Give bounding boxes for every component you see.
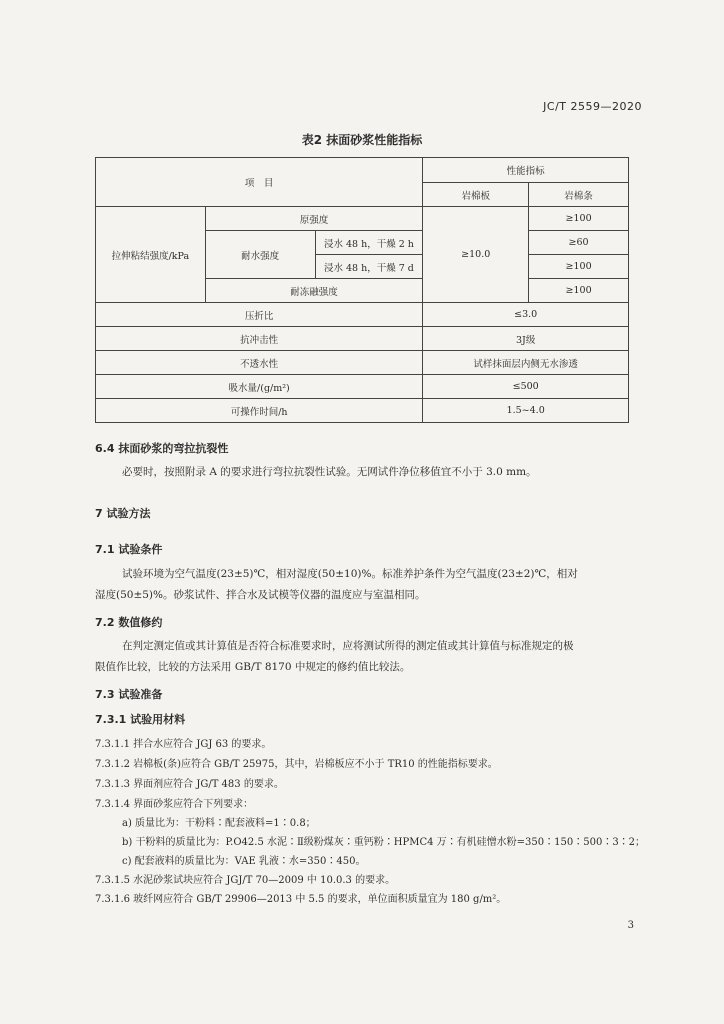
item-7-3-1-5: 7.3.1.5 水泥砂浆试块应符合 JGJ/T 70—2009 中 10.0.3 的要求。 <box>95 875 396 886</box>
header-strip: 岩棉条 <box>529 183 629 207</box>
absorption-label: 吸水量/(g/m²) <box>96 375 423 399</box>
waterproof-label: 不透水性 <box>96 351 423 375</box>
item-7-3-1-3: 7.3.1.3 界面剂应符合 JG/T 483 的要求。 <box>95 779 284 790</box>
performance-table <box>95 157 629 423</box>
value-water-2h: ≥60 <box>529 231 629 255</box>
section-7-2-line1: 在判定测定值或其计算值是否符合标准要求时，应将测试所得的测定值或其计算值与标准规定的极 <box>122 640 574 652</box>
section-7-1-line2: 湿度(50±5)%。砂浆试件、拌合水及试模等仪器的温度应与室温相同。 <box>95 589 426 601</box>
original-strength: 原强度 <box>205 207 423 231</box>
header-spec: 性能指标 <box>423 158 629 183</box>
table-title: 表2 抹面砂浆性能指标 <box>301 133 423 147</box>
value-freeze: ≥100 <box>529 279 629 303</box>
section-7-1-heading: 7.1 试验条件 <box>95 543 163 556</box>
bond-strength-label: 拉伸粘结强度/kPa <box>96 207 206 303</box>
waterproof-value: 试样抹面层内侧无水渗透 <box>423 351 629 375</box>
section-7-heading: 7 试验方法 <box>95 507 151 520</box>
section-6-4-heading: 6.4 抹面砂浆的弯拉抗裂性 <box>95 442 229 455</box>
section-7-3-1-heading: 7.3.1 试验用材料 <box>95 713 186 726</box>
item-b: b) 干粉料的质量比为：P.O42.5 水泥∶Ⅱ级粉煤灰∶重钙粉∶HPMC4 万∶有机硅憎水粉=350∶150∶500∶3∶2； <box>122 837 646 848</box>
bond-slab-value: ≥10.0 <box>423 207 529 303</box>
water-strength: 耐水强度 <box>205 231 315 279</box>
water-48-2: 浸水 48 h，干燥 2 h <box>315 231 423 255</box>
page-number: 3 <box>627 920 634 931</box>
absorption-value: ≤500 <box>423 375 629 399</box>
item-a: a) 质量比为：干粉料∶配套液料=1∶0.8； <box>122 818 316 829</box>
section-7-3-heading: 7.3 试验准备 <box>95 688 163 701</box>
section-7-1-line1: 试验环境为空气温度(23±5)℃，相对湿度(50±10)%。标准养护条件为空气温度(23±2)℃，相对 <box>122 568 578 580</box>
header-slab: 岩棉板 <box>423 183 529 207</box>
impact-label: 抗冲击性 <box>96 327 423 351</box>
item-7-3-1-4: 7.3.1.4 界面砂浆应符合下列要求： <box>95 799 254 810</box>
header-item: 项 目 <box>96 158 423 207</box>
item-c: c) 配套液料的质量比为：VAE 乳液∶水=350∶450。 <box>122 856 366 867</box>
compress-ratio-label: 压折比 <box>96 303 423 327</box>
section-7-2-heading: 7.2 数值修约 <box>95 616 163 629</box>
item-7-3-1-1: 7.3.1.1 拌合水应符合 JGJ 63 的要求。 <box>95 739 272 750</box>
compress-ratio-value: ≤3.0 <box>423 303 629 327</box>
impact-value: 3J级 <box>423 327 629 351</box>
freeze-strength: 耐冻融强度 <box>205 279 423 303</box>
section-6-4-body: 必要时，按照附录 A 的要求进行弯拉抗裂性试验。无网试件净位移值宜不小于 3.0 mm。 <box>122 466 537 478</box>
value-original: ≥100 <box>529 207 629 231</box>
item-7-3-1-6: 7.3.1.6 玻纤网应符合 GB/T 29906—2013 中 5.5 的要求，单位面积质量宜为 180 g/m²。 <box>95 894 507 905</box>
item-7-3-1-2: 7.3.1.2 岩棉板(条)应符合 GB/T 25975，其中，岩棉板应不小于 TR10 的性能指标要求。 <box>95 759 498 770</box>
document-code: JC/T 2559—2020 <box>543 100 642 113</box>
water-48-7: 浸水 48 h，干燥 7 d <box>315 255 423 279</box>
section-7-2-line2: 限值作比较，比较的方法采用 GB/T 8170 中规定的修约值比较法。 <box>95 661 411 673</box>
worktime-value: 1.5~4.0 <box>423 399 629 423</box>
value-water-7d: ≥100 <box>529 255 629 279</box>
worktime-label: 可操作时间/h <box>96 399 423 423</box>
